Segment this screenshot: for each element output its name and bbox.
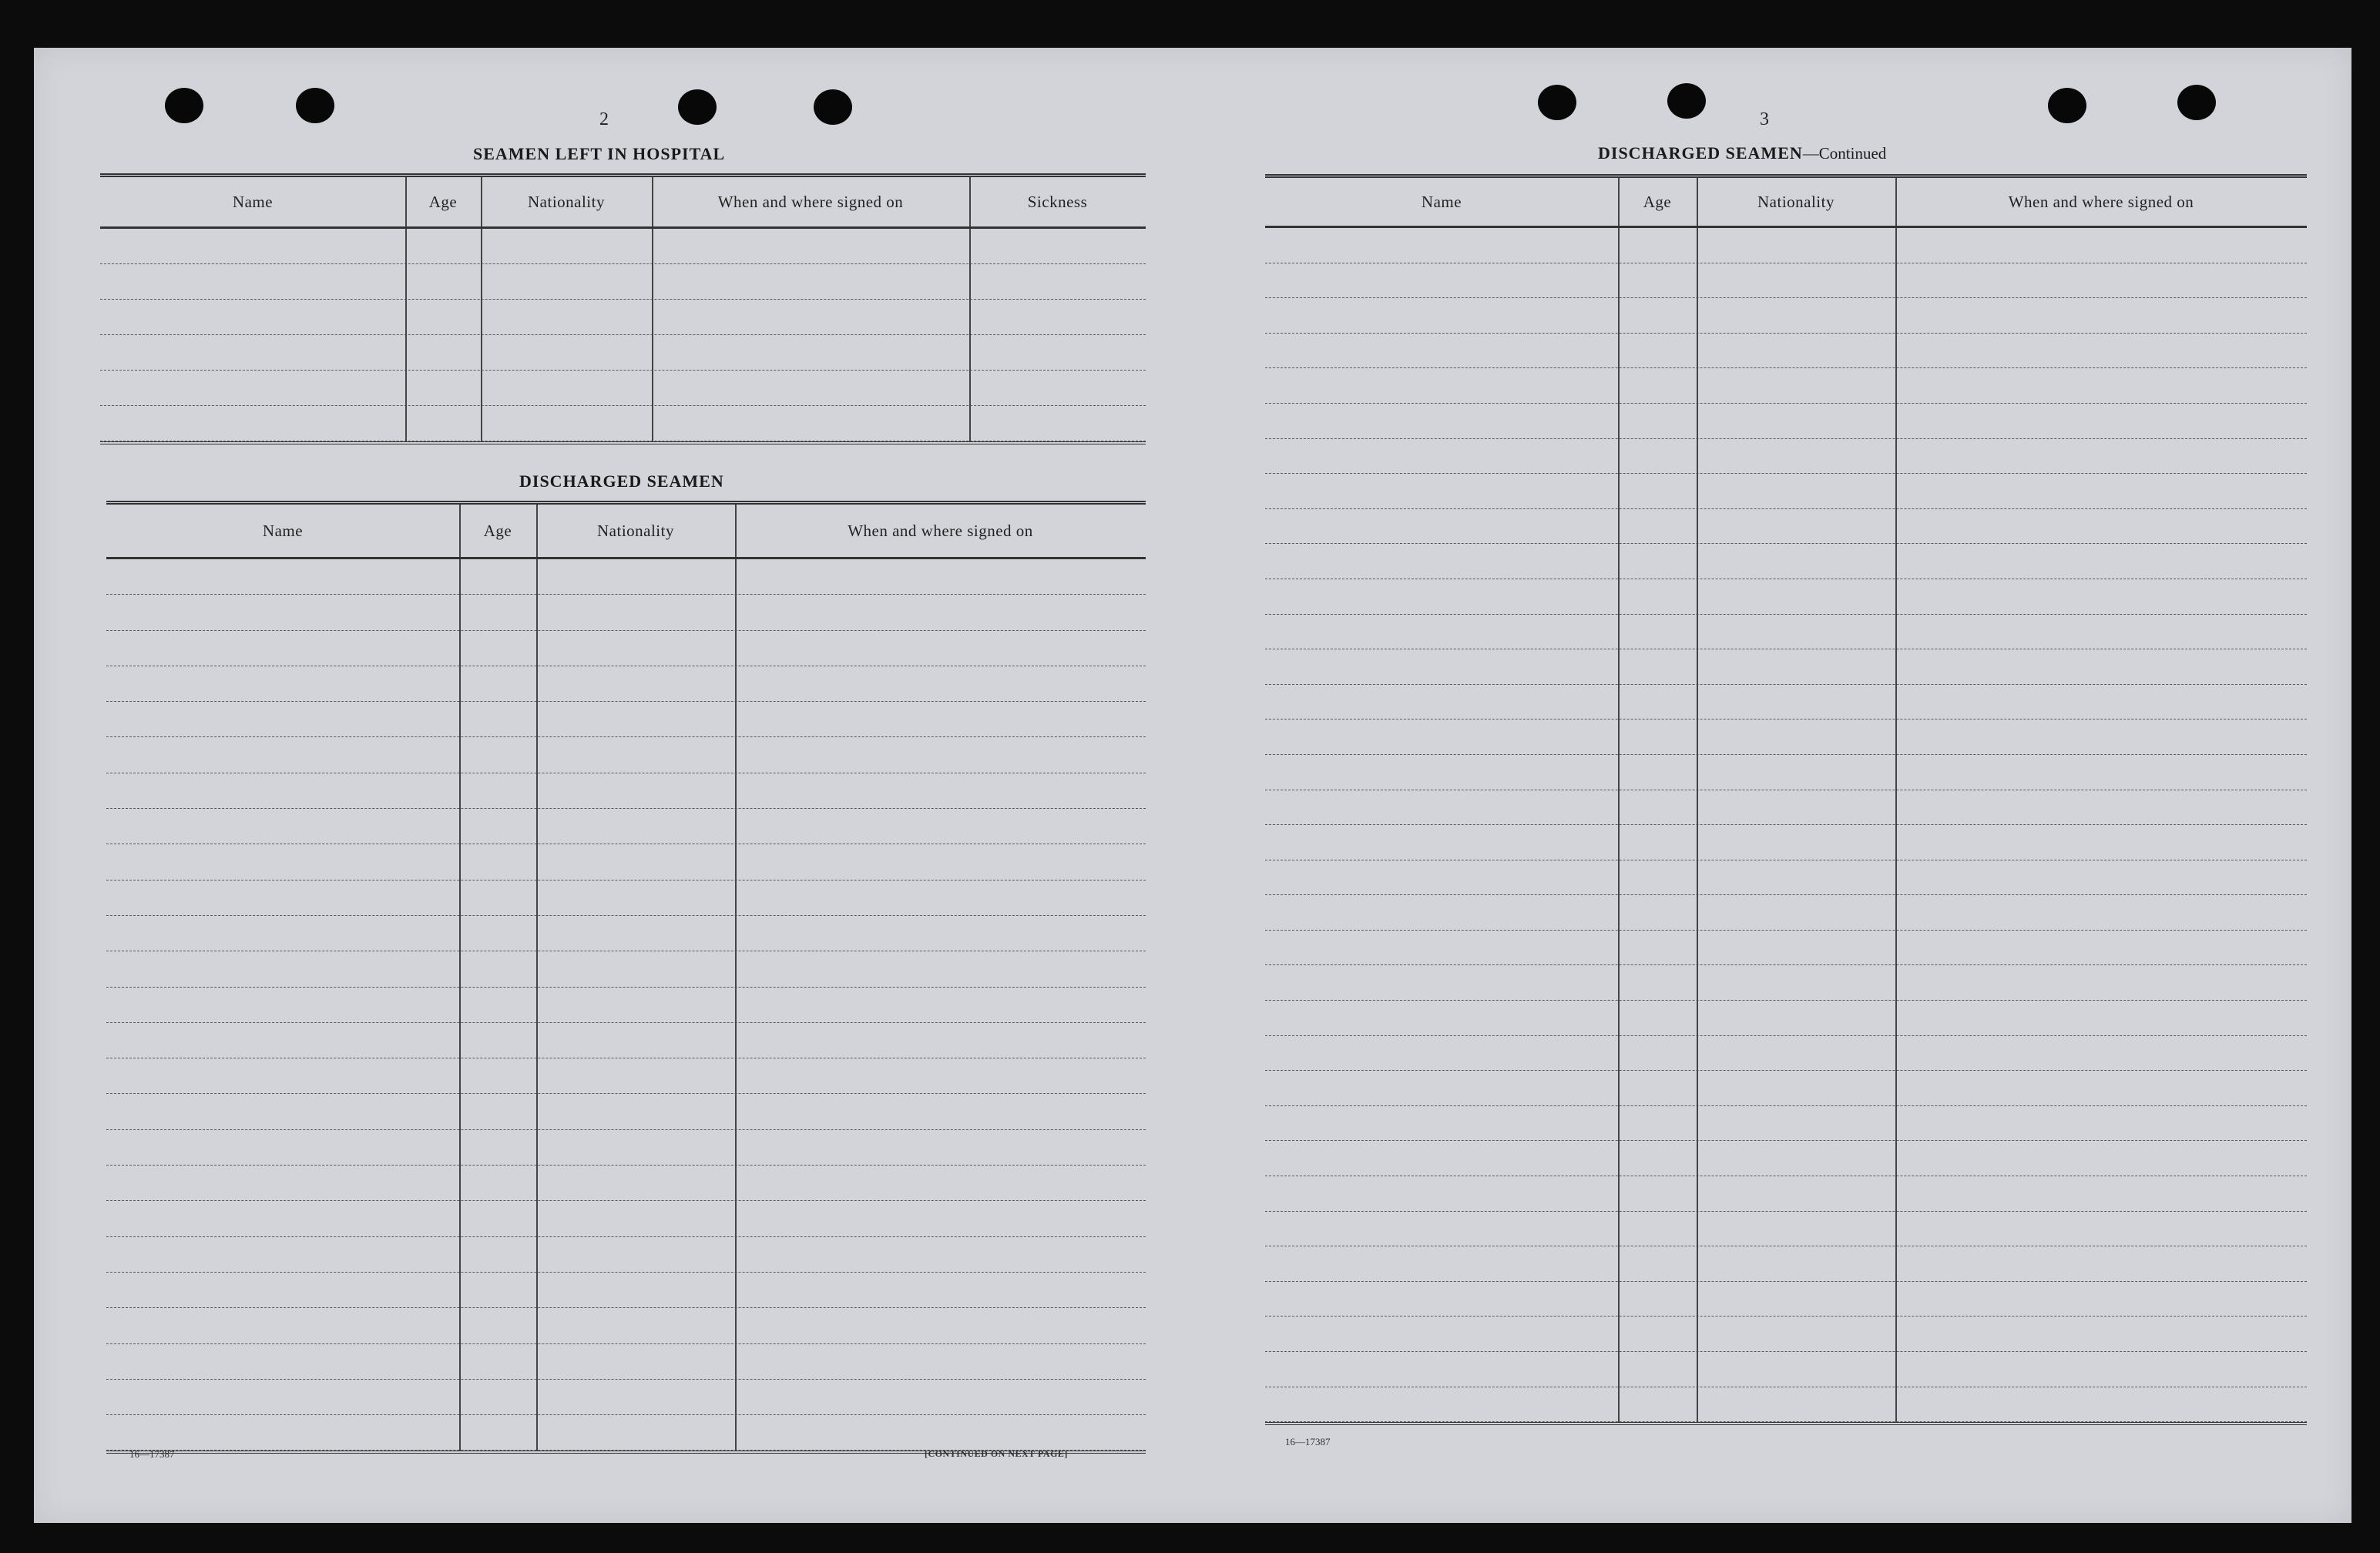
column-rule xyxy=(481,177,482,226)
column-rule xyxy=(652,177,653,226)
header-name: Name xyxy=(1421,192,1462,211)
header-age: Age xyxy=(1643,192,1672,211)
blank-row xyxy=(106,559,1146,595)
discharged-continued-table xyxy=(1265,174,2307,1425)
blank-row xyxy=(100,335,1146,371)
blank-row xyxy=(106,1308,1146,1343)
page-number-left: 2 xyxy=(599,109,609,129)
blank-row xyxy=(1265,1246,2307,1282)
blank-row xyxy=(106,1380,1146,1415)
column-rule xyxy=(536,559,538,1451)
blank-row xyxy=(1265,860,2307,896)
discharged-table-body xyxy=(106,559,1146,1454)
blank-row xyxy=(106,1094,1146,1129)
blank-row xyxy=(1265,334,2307,369)
punch-hole xyxy=(1538,85,1576,120)
column-rule xyxy=(1895,228,1897,1422)
blank-row xyxy=(106,988,1146,1023)
punch-hole xyxy=(2177,85,2216,120)
blank-row xyxy=(1265,1036,2307,1072)
header-nationality: Nationality xyxy=(597,521,674,540)
discharged-section-title xyxy=(519,471,724,491)
column-rule xyxy=(1697,228,1698,1422)
blank-row xyxy=(106,1023,1146,1058)
header-name: Name xyxy=(232,192,274,211)
discharged-continued-body xyxy=(1265,228,2307,1425)
punch-hole xyxy=(678,89,717,125)
blank-row xyxy=(1265,615,2307,650)
header-age: Age xyxy=(428,192,458,211)
header-name: Name xyxy=(262,521,304,540)
blank-row xyxy=(1265,825,2307,860)
blank-row xyxy=(1265,719,2307,755)
header-nationality: Nationality xyxy=(528,192,605,211)
column-rule xyxy=(481,229,482,441)
blank-row xyxy=(100,264,1146,300)
blank-row xyxy=(1265,228,2307,263)
column-rule xyxy=(735,559,737,1451)
punch-hole xyxy=(165,88,203,123)
blank-row xyxy=(100,229,1146,264)
blank-row xyxy=(1265,544,2307,579)
blank-row xyxy=(106,844,1146,880)
blank-row xyxy=(1265,509,2307,545)
blank-row xyxy=(1265,1282,2307,1317)
column-rule xyxy=(969,177,971,226)
blank-row xyxy=(1265,931,2307,966)
discharged-continued-header xyxy=(1265,178,2307,228)
column-rule xyxy=(405,177,407,226)
blank-row xyxy=(106,666,1146,702)
blank-row xyxy=(100,406,1146,441)
blank-row xyxy=(1265,263,2307,299)
hospital-table-header xyxy=(100,177,1146,229)
blank-row xyxy=(1265,1352,2307,1387)
discharged-continued-title xyxy=(1598,143,1886,163)
column-rule xyxy=(1618,178,1620,226)
blank-row xyxy=(106,951,1146,987)
blank-row xyxy=(1265,1387,2307,1423)
header-age: Age xyxy=(483,521,512,540)
blank-row xyxy=(106,1273,1146,1308)
form-code-left: 16—17387 xyxy=(129,1448,175,1460)
header-when-where-signed-on: When and where signed on xyxy=(717,192,904,211)
punch-hole xyxy=(1667,83,1706,119)
column-rule xyxy=(1895,178,1897,226)
punch-hole xyxy=(2048,88,2086,123)
continued-suffix: —Continued xyxy=(1802,144,1887,163)
hospital-section-title xyxy=(473,144,725,164)
blank-row xyxy=(1265,1001,2307,1036)
discharged-title-text: DISCHARGED SEAMEN xyxy=(519,471,724,491)
hospital-table-body xyxy=(100,229,1146,444)
blank-row xyxy=(106,1201,1146,1236)
blank-row xyxy=(100,300,1146,335)
blank-row xyxy=(106,1058,1146,1094)
blank-row xyxy=(106,809,1146,844)
header-when-where-signed-on: When and where signed on xyxy=(848,521,1033,540)
blank-row xyxy=(1265,1071,2307,1106)
column-rule xyxy=(969,229,971,441)
column-rule xyxy=(1618,228,1620,1422)
blank-row xyxy=(1265,895,2307,931)
blank-row xyxy=(106,773,1146,809)
blank-row xyxy=(106,916,1146,951)
blank-row xyxy=(1265,685,2307,720)
page-number-right: 3 xyxy=(1760,109,1769,129)
blank-row xyxy=(106,880,1146,916)
blank-row xyxy=(1265,1141,2307,1176)
column-rule xyxy=(652,229,653,441)
hospital-title-text: SEAMEN LEFT IN HOSPITAL xyxy=(473,144,726,163)
blank-row xyxy=(1265,1212,2307,1247)
blank-row xyxy=(100,371,1146,406)
header-nationality: Nationality xyxy=(1757,192,1835,211)
form-code-right: 16—17387 xyxy=(1285,1436,1331,1447)
blank-row xyxy=(1265,649,2307,685)
column-rule xyxy=(536,505,538,557)
blank-row xyxy=(106,631,1146,666)
blank-row xyxy=(106,1344,1146,1380)
blank-row xyxy=(1265,1317,2307,1352)
punch-hole xyxy=(814,89,852,125)
header-sickness: Sickness xyxy=(1027,192,1088,211)
blank-row xyxy=(106,1130,1146,1166)
discharged-table-header xyxy=(106,505,1146,559)
blank-row xyxy=(1265,1106,2307,1142)
blank-row xyxy=(106,595,1146,630)
blank-row xyxy=(1265,368,2307,404)
header-when-where-signed-on: When and where signed on xyxy=(2008,192,2194,211)
punch-hole xyxy=(296,88,334,123)
blank-row xyxy=(1265,1176,2307,1212)
discharged-table xyxy=(106,501,1146,1454)
discharged-continued-title-text: DISCHARGED SEAMEN xyxy=(1598,143,1803,163)
blank-row xyxy=(1265,439,2307,475)
hospital-table xyxy=(100,173,1146,444)
blank-row xyxy=(106,1237,1146,1273)
blank-row xyxy=(1265,474,2307,509)
column-rule xyxy=(735,505,737,557)
blank-row xyxy=(106,1415,1146,1451)
column-rule xyxy=(1697,178,1698,226)
column-rule xyxy=(405,229,407,441)
continued-on-next-page-note: [CONTINUED ON NEXT PAGE] xyxy=(925,1448,1068,1459)
blank-row xyxy=(1265,579,2307,615)
blank-row xyxy=(1265,298,2307,334)
blank-row xyxy=(1265,755,2307,790)
blank-row xyxy=(1265,404,2307,439)
blank-row xyxy=(106,702,1146,737)
ledger-sheet xyxy=(34,48,2351,1523)
column-rule xyxy=(459,505,461,557)
blank-row xyxy=(106,1166,1146,1201)
blank-row xyxy=(106,737,1146,773)
blank-row xyxy=(1265,790,2307,826)
column-rule xyxy=(459,559,461,1451)
blank-row xyxy=(1265,965,2307,1001)
